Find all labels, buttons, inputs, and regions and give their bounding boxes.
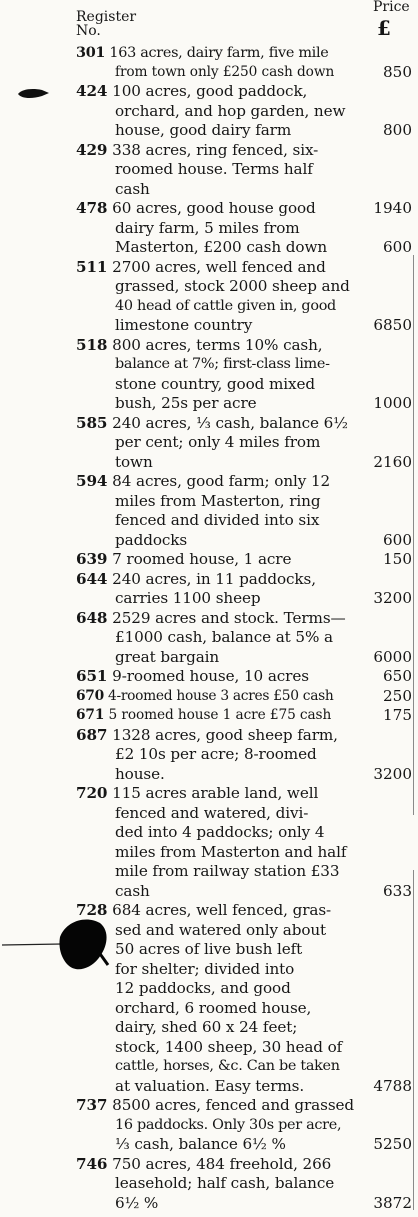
listing-text: 6½ % bbox=[115, 1193, 159, 1212]
listing-text: grassed, stock 2000 sheep and bbox=[115, 277, 350, 295]
listing-line bbox=[115, 356, 374, 373]
listing-text: ded into 4 paddocks; only 4 bbox=[115, 823, 325, 841]
price-heading: Price bbox=[373, 0, 410, 15]
register-number: 728 bbox=[76, 901, 108, 919]
register-number: 651 bbox=[76, 667, 108, 685]
listing-line bbox=[115, 1000, 374, 1017]
listing-text: 7 roomed house, 1 acre bbox=[112, 550, 292, 568]
listing-line bbox=[76, 707, 334, 724]
listing-line bbox=[115, 64, 334, 81]
price-value: 2160 bbox=[373, 452, 412, 471]
listing-line bbox=[76, 610, 374, 627]
price-value: 175 bbox=[383, 706, 412, 724]
pound-sign-heading: £ bbox=[377, 16, 391, 40]
listing-text: carries 1100 sheep bbox=[115, 589, 261, 607]
listing-line bbox=[115, 863, 374, 880]
listing-text: at valuation. Easy terms. bbox=[115, 1076, 305, 1095]
price-value: 250 bbox=[383, 686, 412, 705]
listing-line bbox=[115, 493, 374, 510]
listing-line bbox=[76, 1097, 374, 1114]
register-number: 518 bbox=[76, 335, 108, 354]
price-value: 150 bbox=[383, 550, 412, 568]
listing-text: roomed house. Terms half bbox=[115, 160, 313, 178]
listing-line bbox=[115, 454, 334, 471]
price-value: 6000 bbox=[373, 647, 412, 666]
listing-text: house. bbox=[115, 764, 165, 783]
listing-line bbox=[115, 1195, 334, 1212]
listing-line bbox=[115, 278, 374, 295]
listing-line bbox=[76, 551, 334, 568]
listing-line bbox=[115, 1058, 374, 1075]
register-number: 478 bbox=[76, 199, 108, 217]
register-number: 687 bbox=[76, 725, 108, 744]
listing-text: 2529 acres and stock. Terms— bbox=[112, 608, 346, 627]
register-number: 429 bbox=[76, 140, 108, 159]
listing-text: 1328 acres, good sheep farm, bbox=[112, 725, 338, 744]
listing-text: sed and watered only about bbox=[115, 920, 327, 939]
listing-line bbox=[76, 727, 374, 744]
price-value: 6850 bbox=[373, 316, 412, 334]
listing-text: stock, 1400 sheep, 30 head of bbox=[115, 1037, 343, 1056]
listing-line bbox=[76, 902, 374, 919]
listing-line bbox=[115, 629, 374, 646]
listing-text: 240 acres, ⅓ cash, balance 6½ bbox=[112, 413, 348, 432]
column-rule bbox=[413, 870, 414, 1210]
listing-text: 338 acres, ring fenced, six- bbox=[112, 140, 319, 159]
price-value: 5250 bbox=[373, 1135, 412, 1153]
listing-line bbox=[115, 239, 334, 256]
price-value: 1940 bbox=[373, 199, 412, 217]
listing-line bbox=[76, 200, 374, 217]
listing-line bbox=[115, 395, 334, 412]
listing-line bbox=[76, 142, 374, 159]
listing-text: 4-roomed house 3 acres £50 cash bbox=[108, 687, 334, 704]
listing-text: fenced and divided into six bbox=[115, 511, 320, 529]
listing-text: 8500 acres, fenced and grassed bbox=[112, 1096, 355, 1114]
listing-text: 40 head of cattle given in, good bbox=[115, 297, 336, 314]
listing-text: from town only £250 cash down bbox=[115, 63, 335, 80]
listing-line bbox=[115, 941, 374, 958]
listing-text: 9-roomed house, 10 acres bbox=[112, 667, 309, 685]
listing-text: £2 10s per acre; 8-roomed bbox=[115, 745, 317, 763]
price-value: 600 bbox=[383, 530, 412, 549]
listing-text: £1000 cash, balance at 5% a bbox=[115, 628, 333, 646]
register-number: 644 bbox=[76, 569, 108, 588]
column-rule bbox=[413, 255, 414, 815]
listing-text: bush, 25s per acre bbox=[115, 394, 257, 412]
price-value: 633 bbox=[383, 881, 412, 900]
listing-line bbox=[115, 766, 334, 783]
listing-line bbox=[115, 1117, 374, 1134]
listing-line bbox=[76, 259, 374, 276]
listing-text: miles from Masterton and half bbox=[115, 842, 347, 861]
register-number: 737 bbox=[76, 1096, 108, 1114]
listing-line bbox=[76, 785, 374, 802]
price-value: 1000 bbox=[373, 394, 412, 412]
price-value: 650 bbox=[383, 667, 412, 685]
register-number: 746 bbox=[76, 1154, 108, 1173]
listing-text: 240 acres, in 11 paddocks, bbox=[112, 569, 316, 588]
register-number: 720 bbox=[76, 784, 108, 802]
listing-text: 684 acres, well fenced, gras- bbox=[112, 901, 332, 919]
listing-text: 16 paddocks. Only 30s per acre, bbox=[115, 1116, 342, 1133]
listing-line bbox=[115, 805, 374, 822]
listing-line bbox=[115, 376, 374, 393]
listing-line bbox=[76, 83, 374, 100]
listing-text: fenced and watered, divi- bbox=[115, 803, 309, 822]
price-value: 600 bbox=[383, 238, 412, 256]
listing-text: 5 roomed house 1 acre £75 cash bbox=[108, 707, 332, 723]
register-number: 639 bbox=[76, 550, 108, 568]
listing-line bbox=[76, 1156, 374, 1173]
listing-text: paddocks bbox=[115, 530, 188, 549]
ink-blot-mark bbox=[0, 907, 120, 977]
register-number: 594 bbox=[76, 472, 108, 490]
listing-text: 12 paddocks, and good bbox=[115, 979, 291, 997]
listing-text: dairy, shed 60 x 24 feet; bbox=[115, 1018, 298, 1036]
listing-line bbox=[76, 337, 374, 354]
listing-text: 60 acres, good house good bbox=[112, 199, 316, 217]
listing-line bbox=[115, 1078, 334, 1095]
listing-line bbox=[115, 512, 374, 529]
listing-line bbox=[115, 434, 374, 451]
listing-line bbox=[76, 415, 374, 432]
register-number: 648 bbox=[76, 608, 108, 627]
listing-line bbox=[115, 317, 334, 334]
listing-line bbox=[115, 1039, 374, 1056]
listing-text: house, good dairy farm bbox=[115, 121, 292, 139]
listing-text: 100 acres, good paddock, bbox=[112, 82, 308, 100]
listing-line bbox=[115, 824, 374, 841]
register-number: 424 bbox=[76, 82, 108, 100]
register-number: 511 bbox=[76, 257, 108, 276]
listing-line bbox=[76, 571, 374, 588]
listing-text: great bargain bbox=[115, 647, 220, 666]
listing-line bbox=[115, 922, 374, 939]
listing-line bbox=[115, 161, 374, 178]
number-heading: No. bbox=[76, 23, 101, 39]
register-heading: Register bbox=[76, 9, 137, 25]
listing-line bbox=[115, 1136, 334, 1153]
listing-line bbox=[76, 668, 334, 685]
listing-line bbox=[115, 532, 334, 549]
listing-text: 50 acres of live bush left bbox=[115, 940, 303, 958]
listing-line bbox=[76, 688, 334, 705]
listing-line bbox=[115, 1175, 374, 1192]
listing-text: 2700 acres, well fenced and bbox=[112, 257, 326, 276]
listing-line bbox=[115, 181, 374, 198]
listing-text: balance at 7%; first-class lime- bbox=[115, 356, 330, 372]
price-value: 4788 bbox=[373, 1076, 412, 1095]
listing-text: miles from Masterton, ring bbox=[115, 491, 321, 510]
listing-text: mile from railway station £33 bbox=[115, 862, 340, 880]
register-number: 671 bbox=[76, 707, 105, 723]
listing-text: town bbox=[115, 452, 153, 471]
register-number: 670 bbox=[76, 687, 104, 704]
listing-line bbox=[115, 883, 334, 900]
listing-line bbox=[115, 103, 374, 120]
listing-text: per cent; only 4 miles from bbox=[115, 433, 321, 451]
listing-text: orchard, and hop garden, new bbox=[115, 101, 346, 120]
listing-line bbox=[115, 220, 374, 237]
register-number: 301 bbox=[76, 44, 106, 61]
listing-text: cash bbox=[115, 179, 150, 198]
listing-text: ⅓ cash, balance 6½ % bbox=[115, 1135, 286, 1153]
pointing-hand-mark bbox=[16, 86, 50, 102]
listing-line bbox=[115, 844, 374, 861]
listing-line bbox=[76, 44, 374, 61]
price-value: 850 bbox=[383, 62, 412, 81]
price-value: 3872 bbox=[373, 1193, 412, 1212]
listing-text: 84 acres, good farm; only 12 bbox=[112, 472, 331, 490]
listing-text: 115 acres arable land, well bbox=[112, 784, 319, 802]
listing-text: stone country, good mixed bbox=[115, 374, 316, 393]
listing-line bbox=[115, 1019, 374, 1036]
listing-text: 750 acres, 484 freehold, 266 bbox=[112, 1154, 332, 1173]
price-value: 3200 bbox=[373, 764, 412, 783]
price-value: 3200 bbox=[373, 589, 412, 607]
listing-text: orchard, 6 roomed house, bbox=[115, 998, 312, 1017]
listing-line bbox=[115, 298, 374, 315]
listing-line bbox=[76, 473, 374, 490]
listing-text: cattle, horses, &c. Can be taken bbox=[115, 1058, 340, 1074]
register-number: 585 bbox=[76, 413, 108, 432]
listing-line bbox=[115, 746, 374, 763]
listing-line bbox=[115, 590, 334, 607]
listing-text: Masterton, £200 cash down bbox=[115, 238, 328, 256]
listing-text: dairy farm, 5 miles from bbox=[115, 218, 300, 237]
price-value: 800 bbox=[383, 121, 412, 139]
listing-line bbox=[115, 649, 334, 666]
listing-text: cash bbox=[115, 881, 150, 900]
listing-text: 163 acres, dairy farm, five mile bbox=[109, 45, 329, 61]
listing-text: limestone country bbox=[115, 316, 253, 334]
listing-line bbox=[115, 961, 374, 978]
listing-text: for shelter; divided into bbox=[115, 959, 295, 978]
listing-line bbox=[115, 122, 334, 139]
listing-text: leasehold; half cash, balance bbox=[115, 1174, 335, 1192]
listing-text: 800 acres, terms 10% cash, bbox=[112, 335, 323, 354]
listing-line bbox=[115, 980, 374, 997]
